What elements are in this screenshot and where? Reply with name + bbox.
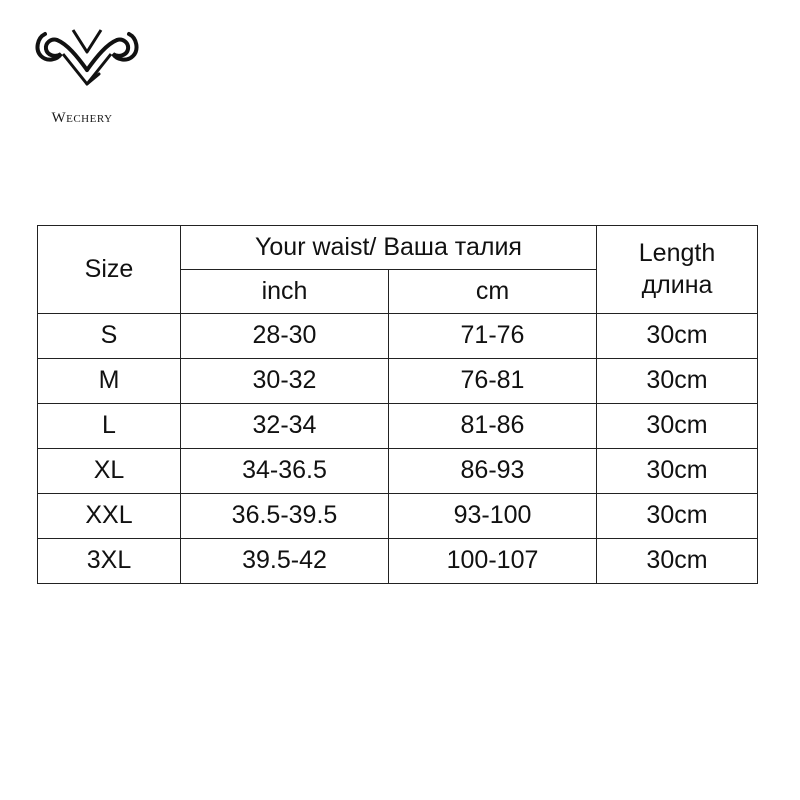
cell-cm: 71-76: [389, 314, 597, 359]
size-chart-table: [37, 225, 758, 584]
table-header-row: [38, 226, 758, 270]
table-row: [38, 494, 758, 539]
cell-cm: 93-100: [389, 494, 597, 539]
header-length-en: Length: [638, 239, 716, 268]
cell-inch: 28-30: [181, 314, 389, 359]
cell-size: S: [38, 314, 181, 359]
header-length: [597, 226, 758, 314]
cell-inch: 34-36.5: [181, 449, 389, 494]
cell-size: XL: [38, 449, 181, 494]
cell-inch: 39.5-42: [181, 539, 389, 584]
cell-size: 3XL: [38, 539, 181, 584]
cell-cm: 76-81: [389, 359, 597, 404]
cell-length: 30cm: [597, 539, 758, 584]
table-row: [38, 404, 758, 449]
cell-inch: 36.5-39.5: [181, 494, 389, 539]
header-inch: inch: [181, 270, 389, 314]
cell-inch: 32-34: [181, 404, 389, 449]
cell-cm: 86-93: [389, 449, 597, 494]
cell-length: 30cm: [597, 314, 758, 359]
header-size: Size: [38, 226, 181, 314]
table-row: [38, 449, 758, 494]
cell-length: 30cm: [597, 449, 758, 494]
cell-cm: 100-107: [389, 539, 597, 584]
table-row: [38, 359, 758, 404]
header-waist: Your waist/ Ваша талия: [181, 226, 597, 270]
cell-cm: 81-86: [389, 404, 597, 449]
cell-size: XXL: [38, 494, 181, 539]
cell-size: M: [38, 359, 181, 404]
cell-length: 30cm: [597, 494, 758, 539]
cell-inch: 30-32: [181, 359, 389, 404]
header-length-ru: длина: [641, 270, 713, 299]
table-row: [38, 314, 758, 359]
brand-logo: [28, 22, 146, 132]
cell-length: 30cm: [597, 359, 758, 404]
table-row: [38, 539, 758, 584]
cell-size: L: [38, 404, 181, 449]
header-cm: cm: [389, 270, 597, 314]
wechery-logo-icon: [33, 22, 141, 106]
cell-length: 30cm: [597, 404, 758, 449]
brand-name: Wechery: [51, 110, 113, 126]
